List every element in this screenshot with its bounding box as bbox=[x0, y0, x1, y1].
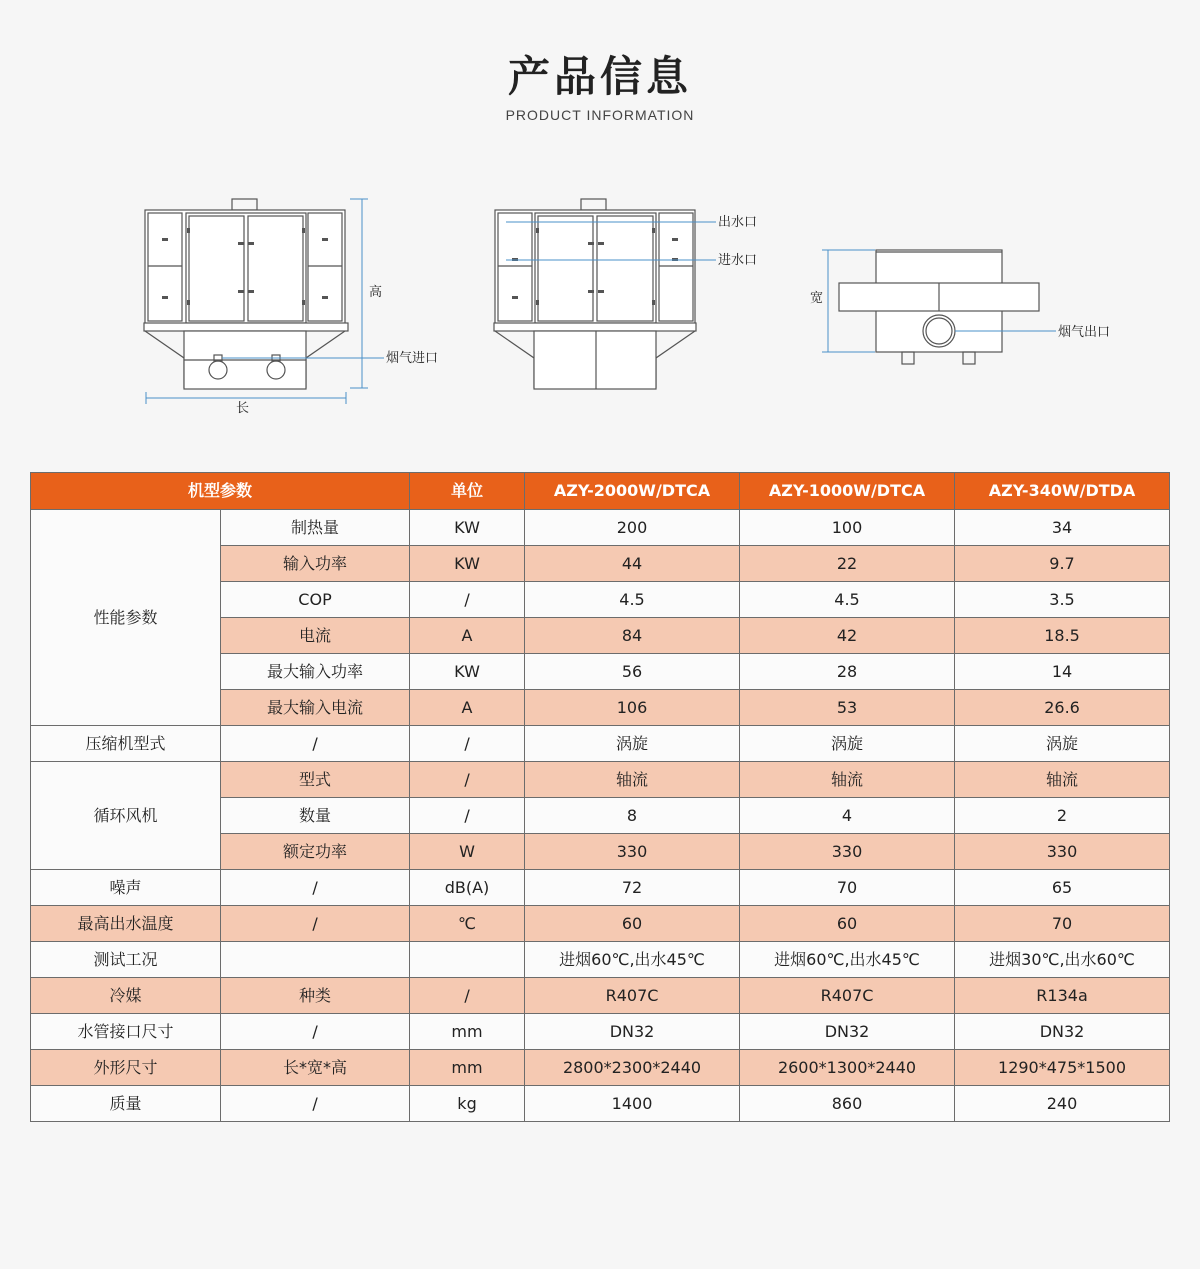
row-value-2: 60 bbox=[740, 906, 955, 942]
header-model-1: AZY-2000W/DTCA bbox=[525, 473, 740, 510]
row-value-2: 2600*1300*2440 bbox=[740, 1050, 955, 1086]
table-row bbox=[31, 1050, 1170, 1086]
row-value-1: 56 bbox=[525, 654, 740, 690]
row-item: 最大输入电流 bbox=[221, 690, 410, 726]
row-name: 外形尺寸 bbox=[31, 1050, 221, 1086]
row-unit: W bbox=[410, 834, 525, 870]
row-unit: KW bbox=[410, 510, 525, 546]
row-item: 电流 bbox=[221, 618, 410, 654]
row-unit: / bbox=[410, 978, 525, 1014]
header-model-2: AZY-1000W/DTCA bbox=[740, 473, 955, 510]
row-value-1: 进烟60℃,出水45℃ bbox=[525, 942, 740, 978]
row-value-1: 涡旋 bbox=[525, 726, 740, 762]
row-unit: ℃ bbox=[410, 906, 525, 942]
length-label: 长 bbox=[236, 401, 250, 416]
row-item: 输入功率 bbox=[221, 546, 410, 582]
row-name: 冷媒 bbox=[31, 978, 221, 1014]
row-unit: A bbox=[410, 690, 525, 726]
row-name: 测试工况 bbox=[31, 942, 221, 978]
row-value-2: 42 bbox=[740, 618, 955, 654]
page-subtitle: PRODUCT INFORMATION bbox=[505, 107, 695, 123]
row-unit: KW bbox=[410, 654, 525, 690]
row-name: 噪声 bbox=[31, 870, 221, 906]
table-row bbox=[31, 942, 1170, 978]
row-value-2: 轴流 bbox=[740, 762, 955, 798]
table-row bbox=[31, 1014, 1170, 1050]
row-unit: / bbox=[410, 798, 525, 834]
table-row bbox=[31, 726, 1170, 762]
width-label: 宽 bbox=[810, 291, 824, 306]
row-value-3: 1290*475*1500 bbox=[955, 1050, 1170, 1086]
flue-inlet-label: 烟气进口 bbox=[386, 351, 439, 366]
row-value-2: 330 bbox=[740, 834, 955, 870]
table-row bbox=[31, 510, 1170, 546]
row-name: 水管接口尺寸 bbox=[31, 1014, 221, 1050]
table-row bbox=[31, 870, 1170, 906]
row-unit bbox=[410, 942, 525, 978]
row-unit: dB(A) bbox=[410, 870, 525, 906]
row-value-2: 860 bbox=[740, 1086, 955, 1122]
row-value-1: 轴流 bbox=[525, 762, 740, 798]
row-value-2: 22 bbox=[740, 546, 955, 582]
group-fan: 循环风机 bbox=[31, 762, 221, 870]
table-row bbox=[31, 978, 1170, 1014]
row-value-2: 100 bbox=[740, 510, 955, 546]
row-value-1: 84 bbox=[525, 618, 740, 654]
row-value-1: 106 bbox=[525, 690, 740, 726]
top-view-drawing bbox=[839, 250, 1039, 364]
row-name: 最高出水温度 bbox=[31, 906, 221, 942]
row-item: 制热量 bbox=[221, 510, 410, 546]
product-drawings bbox=[0, 180, 1200, 430]
row-value-1: 2800*2300*2440 bbox=[525, 1050, 740, 1086]
row-value-1: 4.5 bbox=[525, 582, 740, 618]
row-value-2: R407C bbox=[740, 978, 955, 1014]
row-value-3: 70 bbox=[955, 906, 1170, 942]
row-value-2: 53 bbox=[740, 690, 955, 726]
table-row bbox=[31, 762, 1170, 798]
row-item bbox=[221, 942, 410, 978]
row-unit: / bbox=[410, 762, 525, 798]
row-unit: mm bbox=[410, 1014, 525, 1050]
side-view-drawing bbox=[494, 199, 696, 389]
row-value-3: 2 bbox=[955, 798, 1170, 834]
row-item: 长*宽*高 bbox=[221, 1050, 410, 1086]
row-item: 数量 bbox=[221, 798, 410, 834]
table-row bbox=[31, 1086, 1170, 1122]
header-params: 机型参数 bbox=[31, 473, 410, 510]
row-value-1: 330 bbox=[525, 834, 740, 870]
row-value-3: 65 bbox=[955, 870, 1170, 906]
row-value-1: 1400 bbox=[525, 1086, 740, 1122]
row-value-2: 进烟60℃,出水45℃ bbox=[740, 942, 955, 978]
row-item: 额定功率 bbox=[221, 834, 410, 870]
flue-outlet-label: 烟气出口 bbox=[1058, 325, 1111, 340]
front-view-drawing bbox=[144, 199, 348, 389]
row-item: / bbox=[221, 1086, 410, 1122]
row-value-3: 3.5 bbox=[955, 582, 1170, 618]
row-value-3: 进烟30℃,出水60℃ bbox=[955, 942, 1170, 978]
row-name: 压缩机型式 bbox=[31, 726, 221, 762]
row-value-3: 26.6 bbox=[955, 690, 1170, 726]
row-item: / bbox=[221, 726, 410, 762]
row-name: 质量 bbox=[31, 1086, 221, 1122]
row-value-2: 涡旋 bbox=[740, 726, 955, 762]
row-value-1: 72 bbox=[525, 870, 740, 906]
row-value-3: 240 bbox=[955, 1086, 1170, 1122]
row-value-2: 4.5 bbox=[740, 582, 955, 618]
row-item: COP bbox=[221, 582, 410, 618]
row-unit: / bbox=[410, 726, 525, 762]
row-unit: KW bbox=[410, 546, 525, 582]
row-item: 种类 bbox=[221, 978, 410, 1014]
row-unit: mm bbox=[410, 1050, 525, 1086]
row-value-3: 14 bbox=[955, 654, 1170, 690]
row-value-3: R134a bbox=[955, 978, 1170, 1014]
row-value-2: DN32 bbox=[740, 1014, 955, 1050]
header-unit: 单位 bbox=[410, 473, 525, 510]
row-unit: / bbox=[410, 582, 525, 618]
row-value-1: 8 bbox=[525, 798, 740, 834]
table-row bbox=[31, 906, 1170, 942]
row-unit: A bbox=[410, 618, 525, 654]
spec-table bbox=[30, 472, 1170, 1122]
row-item: / bbox=[221, 1014, 410, 1050]
water-outlet-label: 出水口 bbox=[718, 215, 758, 230]
row-item: / bbox=[221, 870, 410, 906]
row-value-1: 44 bbox=[525, 546, 740, 582]
drawing-svg bbox=[0, 180, 1200, 430]
row-value-3: DN32 bbox=[955, 1014, 1170, 1050]
row-value-3: 涡旋 bbox=[955, 726, 1170, 762]
row-value-3: 330 bbox=[955, 834, 1170, 870]
row-value-2: 70 bbox=[740, 870, 955, 906]
row-value-2: 28 bbox=[740, 654, 955, 690]
row-value-1: 200 bbox=[525, 510, 740, 546]
height-label: 高 bbox=[369, 285, 383, 300]
group-performance: 性能参数 bbox=[31, 510, 221, 726]
row-value-2: 4 bbox=[740, 798, 955, 834]
row-value-3: 18.5 bbox=[955, 618, 1170, 654]
row-value-1: 60 bbox=[525, 906, 740, 942]
row-item: 最大输入功率 bbox=[221, 654, 410, 690]
row-value-1: R407C bbox=[525, 978, 740, 1014]
page-title: 产品信息 bbox=[507, 52, 692, 101]
water-inlet-label: 进水口 bbox=[718, 253, 758, 268]
row-value-3: 34 bbox=[955, 510, 1170, 546]
row-value-3: 轴流 bbox=[955, 762, 1170, 798]
row-value-3: 9.7 bbox=[955, 546, 1170, 582]
row-item: 型式 bbox=[221, 762, 410, 798]
row-value-1: DN32 bbox=[525, 1014, 740, 1050]
header-model-3: AZY-340W/DTDA bbox=[955, 473, 1170, 510]
table-header-row bbox=[31, 473, 1170, 510]
row-item: / bbox=[221, 906, 410, 942]
row-unit: kg bbox=[410, 1086, 525, 1122]
